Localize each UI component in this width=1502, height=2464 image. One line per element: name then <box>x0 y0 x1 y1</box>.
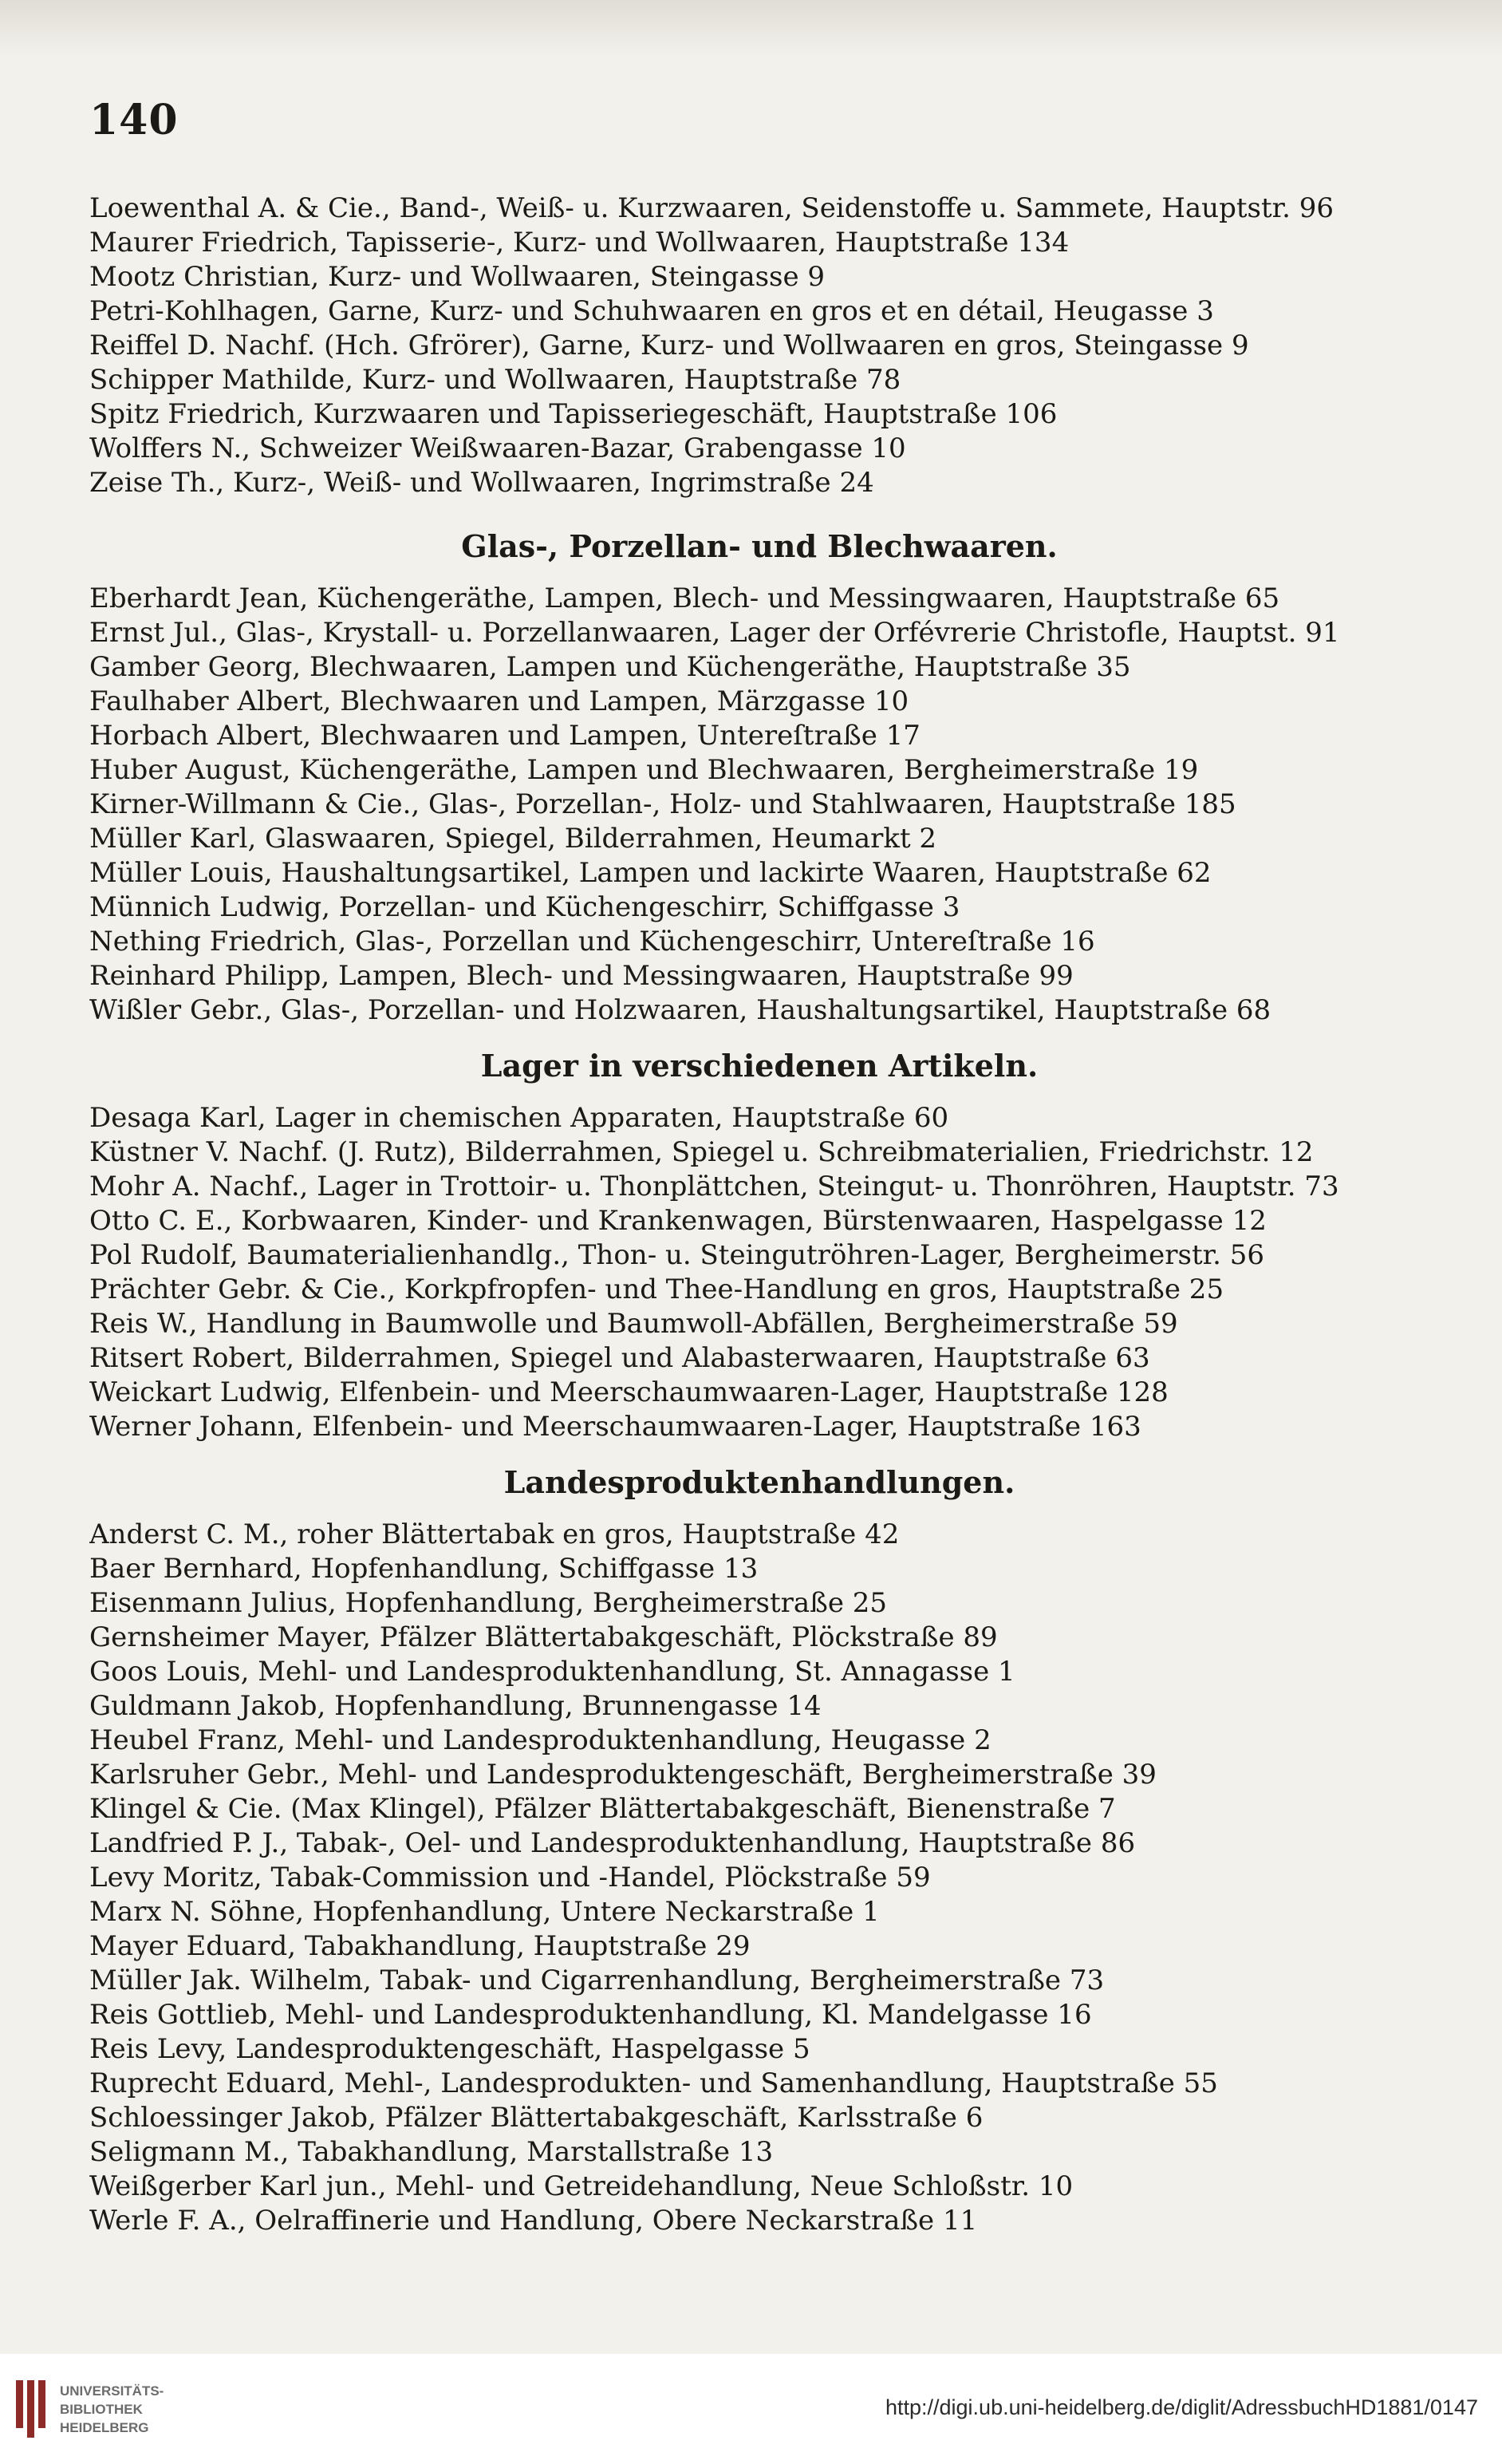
directory-entry: Schipper Mathilde, Kurz- und Wollwaaren, Hauptstraße 78 <box>89 364 901 396</box>
directory-entry: Baer Bernhard, Hopfenhandlung, Schiffgasse 13 <box>89 1553 759 1585</box>
directory-entry: Maurer Friedrich, Tapisserie-, Kurz- und Wollwaaren, Hauptstraße 134 <box>89 227 1070 259</box>
directory-entry: Reinhard Philipp, Lampen, Blech- und Messingwaaren, Hauptstraße 99 <box>89 960 1074 992</box>
section-lager-verschiedene <box>89 1045 1429 1444</box>
directory-entry: Werle F. A., Oelraffinerie und Handlung, Obere Neckarstraße 11 <box>89 2205 978 2237</box>
directory-entry: Pol Rudolf, Baumaterialienhandlg., Thon- u. Steingutröhren-Lager, Bergheimerstr. 56 <box>89 1239 1265 1271</box>
logo-line: BIBLIOTHEK <box>60 2401 143 2417</box>
directory-entry: Eberhardt Jean, Küchengeräthe, Lampen, Blech- und Messingwaaren, Hauptstraße 65 <box>89 582 1280 614</box>
directory-entry: Prächter Gebr. & Cie., Korkpfropfen- und Thee-Handlung en gros, Hauptstraße 25 <box>89 1273 1224 1305</box>
footer-bar <box>0 2354 1502 2464</box>
directory-entry: Münnich Ludwig, Porzellan- und Küchengeschirr, Schiffgasse 3 <box>89 891 960 923</box>
library-logo-text <box>60 2382 164 2437</box>
directory-entry: Reis Levy, Landesproduktengeschäft, Haspelgasse 5 <box>89 2033 810 2065</box>
page-number: 140 <box>89 96 179 144</box>
directory-entry: Ernst Jul., Glas-, Krystall- u. Porzellanwaaren, Lager der Orfévrerie Christofle, Hauptst. 91 <box>89 617 1340 649</box>
directory-entry: Landfried P. J., Tabak-, Oel- und Landesproduktenhandlung, Hauptstraße 86 <box>89 1827 1136 1859</box>
section-glas-porzellan-blech <box>89 526 1429 1028</box>
entry-list <box>89 582 1429 1028</box>
section-heading: Glas-, Porzellan- und Blechwaaren. <box>461 528 1058 564</box>
logo-line: HEIDELBERG <box>60 2419 149 2435</box>
directory-entry: Reis W., Handlung in Baumwolle und Baumwoll-Abfällen, Bergheimerstraße 59 <box>89 1308 1178 1340</box>
directory-entry: Loewenthal A. & Cie., Band-, Weiß- u. Kurzwaaren, Seidenstoffe u. Sammete, Hauptstr. 96 <box>89 192 1334 224</box>
directory-entry: Huber August, Küchengeräthe, Lampen und Blechwaaren, Bergheimerstraße 19 <box>89 754 1199 786</box>
directory-entry: Levy Moritz, Tabak-Commission und -Handel, Plöckstraße 59 <box>89 1862 931 1893</box>
directory-entry: Weickart Ludwig, Elfenbein- und Meerschaumwaaren-Lager, Hauptstraße 128 <box>89 1376 1169 1408</box>
library-logo-mark-icon <box>16 2380 45 2438</box>
directory-entry: Mohr A. Nachf., Lager in Trottoir- u. Thonplättchen, Steingut- u. Thonröhren, Hauptstr. 73 <box>89 1171 1339 1202</box>
entry-list <box>89 1101 1429 1444</box>
directory-entry: Spitz Friedrich, Kurzwaaren und Tapisseriegeschäft, Hauptstraße 106 <box>89 398 1058 430</box>
directory-entry: Küstner V. Nachf. (J. Rutz), Bilderrahmen, Spiegel u. Schreibmaterialien, Friedrichstr. 12 <box>89 1136 1314 1168</box>
section-landesprodukten <box>89 1462 1429 2238</box>
directory-entry: Klingel & Cie. (Max Klingel), Pfälzer Blättertabakgeschäft, Bienenstraße 7 <box>89 1793 1116 1825</box>
directory-entry: Mootz Christian, Kurz- und Wollwaaren, Steingasse 9 <box>89 261 826 293</box>
entry-list <box>89 1518 1429 2238</box>
directory-entry: Zeise Th., Kurz-, Weiß- und Wollwaaren, Ingrimstraße 24 <box>89 467 874 499</box>
directory-entry: Marx N. Söhne, Hopfenhandlung, Untere Neckarstraße 1 <box>89 1896 880 1928</box>
directory-entry: Kirner-Willmann & Cie., Glas-, Porzellan-, Holz- und Stahlwaaren, Hauptstraße 185 <box>89 788 1236 820</box>
directory-entry: Otto C. E., Korbwaaren, Kinder- und Krankenwagen, Bürstenwaaren, Haspelgasse 12 <box>89 1205 1267 1237</box>
directory-entry: Heubel Franz, Mehl- und Landesproduktenhandlung, Heugasse 2 <box>89 1724 991 1756</box>
directory-entry: Müller Jak. Wilhelm, Tabak- und Cigarrenhandlung, Bergheimerstraße 73 <box>89 1964 1105 1996</box>
section-kurzwaaren <box>89 192 1429 500</box>
directory-entry: Ruprecht Eduard, Mehl-, Landesprodukten- und Samenhandlung, Hauptstraße 55 <box>89 2067 1218 2099</box>
directory-entry: Seligmann M., Tabakhandlung, Marstallstraße 13 <box>89 2136 774 2168</box>
directory-entry: Gernsheimer Mayer, Pfälzer Blättertabakgeschäft, Plöckstraße 89 <box>89 1621 998 1653</box>
logo-line: UNIVERSITÄTS- <box>60 2383 164 2399</box>
directory-entry: Reis Gottlieb, Mehl- und Landesproduktenhandlung, Kl. Mandelgasse 16 <box>89 1999 1092 2031</box>
directory-entry: Reiffel D. Nachf. (Hch. Gfrörer), Garne, Kurz- und Wollwaaren en gros, Steingasse 9 <box>89 330 1249 361</box>
directory-entry: Ritsert Robert, Bilderrahmen, Spiegel und Alabasterwaaren, Hauptstraße 63 <box>89 1342 1150 1374</box>
scan-top-edge <box>0 0 1502 56</box>
directory-entry: Karlsruher Gebr., Mehl- und Landesproduktengeschäft, Bergheimerstraße 39 <box>89 1759 1157 1791</box>
section-heading: Landesproduktenhandlungen. <box>503 1464 1015 1500</box>
directory-entry: Schloessinger Jakob, Pfälzer Blättertabakgeschäft, Karlsstraße 6 <box>89 2102 984 2134</box>
directory-entry: Gamber Georg, Blechwaaren, Lampen und Küchengeräthe, Hauptstraße 35 <box>89 651 1131 683</box>
directory-entry: Nething Friedrich, Glas-, Porzellan und Küchengeschirr, Untereſtraße 16 <box>89 926 1095 958</box>
directory-entry: Desaga Karl, Lager in chemischen Apparaten, Hauptstraße 60 <box>89 1102 949 1134</box>
directory-entry: Eisenmann Julius, Hopfenhandlung, Bergheimerstraße 25 <box>89 1587 888 1619</box>
directory-entry: Faulhaber Albert, Blechwaaren und Lampen, Märzgasse 10 <box>89 685 909 717</box>
directory-content <box>89 192 1429 2238</box>
directory-entry: Goos Louis, Mehl- und Landesproduktenhandlung, St. Annagasse 1 <box>89 1656 1015 1688</box>
directory-entry: Müller Louis, Haushaltungsartikel, Lampen und lackirte Waaren, Hauptstraße 62 <box>89 857 1212 889</box>
source-url-link[interactable]: http://digi.ub.uni-heidelberg.de/diglit/AdressbuchHD1881/0147 <box>885 2395 1478 2419</box>
directory-entry: Wolffers N., Schweizer Weißwaaren-Bazar, Grabengasse 10 <box>89 432 906 464</box>
directory-entry: Guldmann Jakob, Hopfenhandlung, Brunnengasse 14 <box>89 1690 822 1722</box>
directory-entry: Mayer Eduard, Tabakhandlung, Hauptstraße 29 <box>89 1930 751 1962</box>
entry-list <box>89 192 1429 500</box>
directory-entry: Müller Karl, Glaswaaren, Spiegel, Bilderrahmen, Heumarkt 2 <box>89 823 937 855</box>
directory-entry: Werner Johann, Elfenbein- und Meerschaumwaaren-Lager, Hauptstraße 163 <box>89 1411 1141 1443</box>
directory-entry: Weißgerber Karl jun., Mehl- und Getreidehandlung, Neue Schloßstr. 10 <box>89 2170 1074 2202</box>
directory-entry: Wißler Gebr., Glas-, Porzellan- und Holzwaaren, Haushaltungsartikel, Hauptstraße 68 <box>89 994 1271 1026</box>
directory-entry: Petri-Kohlhagen, Garne, Kurz- und Schuhwaaren en gros et en détail, Heugasse 3 <box>89 295 1214 327</box>
directory-entry: Horbach Albert, Blechwaaren und Lampen, Untereſtraße 17 <box>89 720 921 752</box>
library-logo[interactable] <box>16 2354 164 2464</box>
section-heading: Lager in verschiedenen Artikeln. <box>480 1048 1039 1084</box>
directory-entry: Anderst C. M., roher Blättertabak en gros, Hauptstraße 42 <box>89 1518 900 1550</box>
